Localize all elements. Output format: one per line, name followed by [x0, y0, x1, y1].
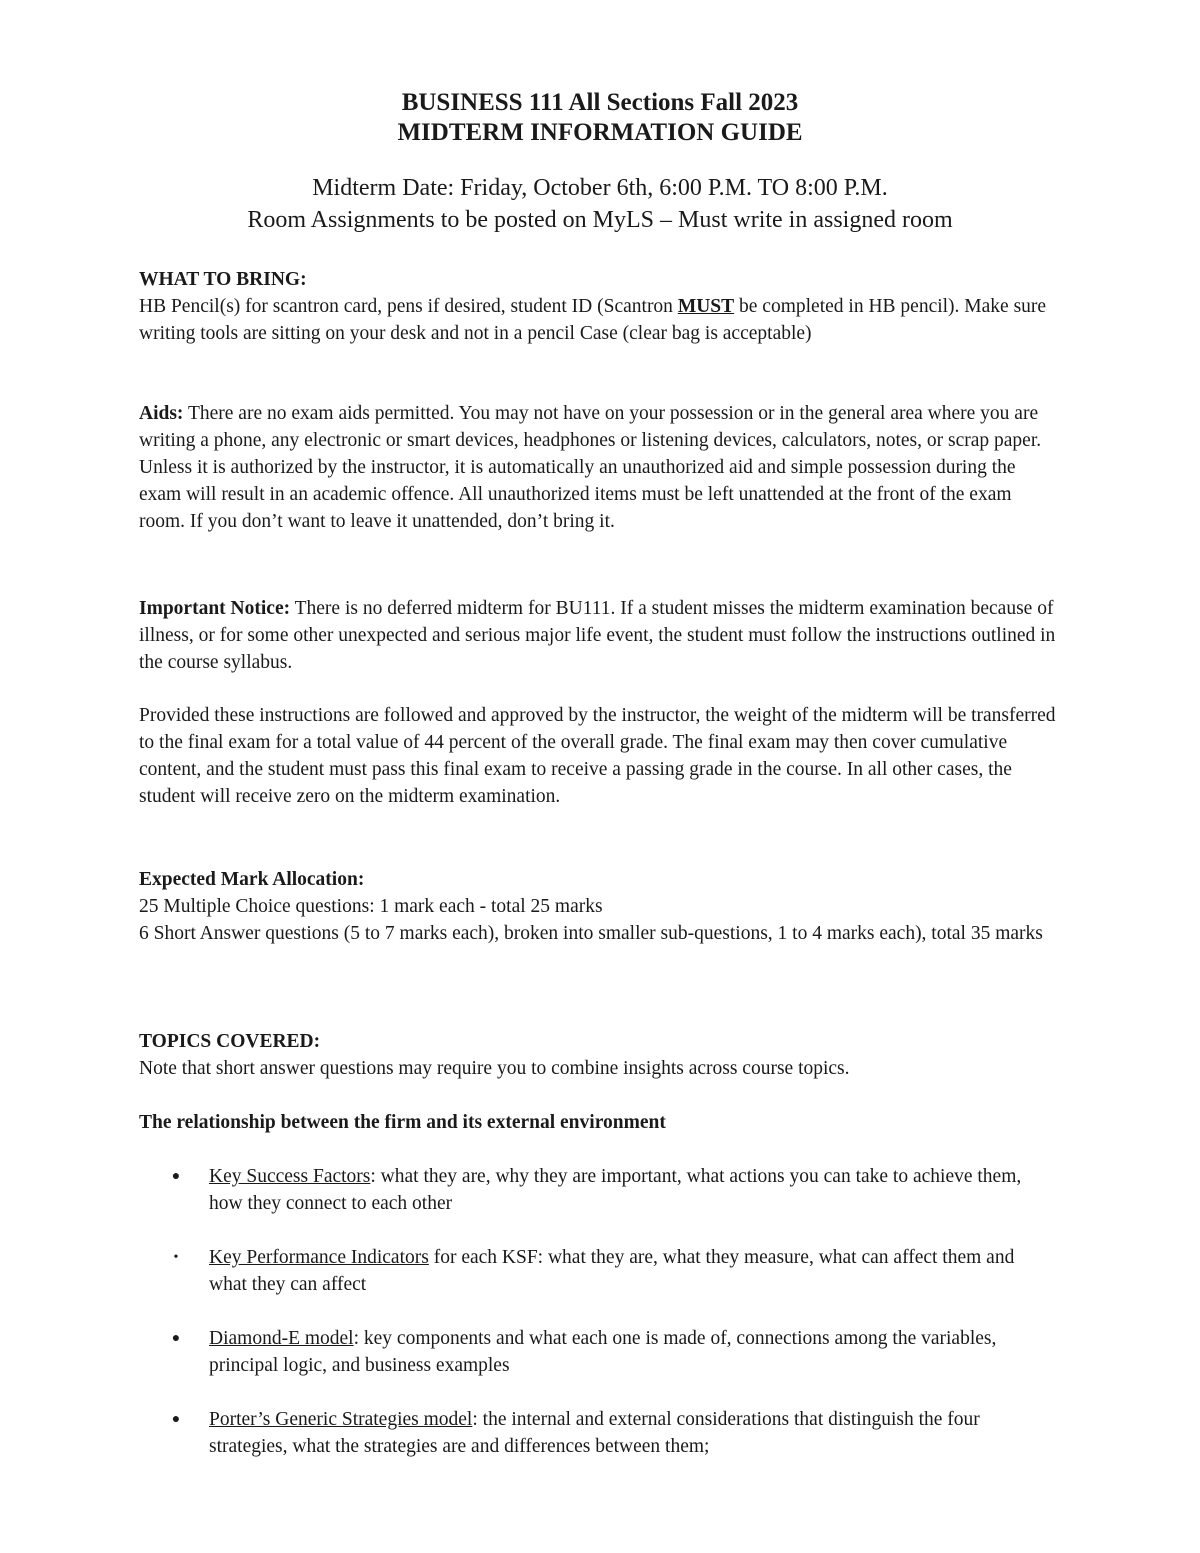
topics-subheading: The relationship between the firm and its external environment [139, 1112, 666, 1133]
topics-note: Note that short answer questions may require you to combine insights across course topics. [139, 1058, 850, 1079]
list-item-text [209, 1163, 1039, 1217]
short-answer-allocation: 6 Short Answer questions (5 to 7 marks each), broken into smaller sub-questions, 1 to 4 marks each), total 35 marks [139, 923, 1043, 944]
important-notice-section [139, 595, 1059, 676]
topics-subheading-block [139, 1109, 1059, 1136]
bullet-icon: ● [171, 1331, 181, 1346]
list-item-text [209, 1325, 1039, 1379]
midterm-date: Midterm Date: Friday, October 6th, 6:00 P.M. TO 8:00 P.M. [312, 175, 888, 201]
topics-covered-section [139, 1028, 1059, 1082]
list-item-text [209, 1406, 1039, 1460]
important-notice-label: Important Notice: [139, 598, 291, 619]
what-to-bring-text-start: HB Pencil(s) for scantron card, pens if desired, student ID (Scantron [139, 296, 678, 317]
important-notice-text: There is no deferred midterm for BU111. If a student misses the midterm examination because of illness, or for some other unexpected and serious major life event, the student must follow the instructions outlined in the course syllabus. [139, 598, 1056, 673]
bullet-icon: ● [171, 1412, 181, 1427]
important-notice-paragraph [139, 595, 1059, 676]
room-assignment-note: Room Assignments to be posted on MyLS – Must write in assigned room [247, 207, 953, 233]
topics-heading: TOPICS COVERED: [139, 1031, 321, 1052]
title-line-guide: MIDTERM INFORMATION GUIDE [397, 119, 803, 146]
topic-term: Diamond-E model [209, 1328, 354, 1349]
title-line-course: BUSINESS 111 All Sections Fall 2023 [401, 89, 799, 116]
list-item-text [209, 1244, 1039, 1298]
multiple-choice-allocation: 25 Multiple Choice questions: 1 mark each - total 25 marks [139, 896, 603, 917]
what-to-bring-heading: WHAT TO BRING: [139, 269, 307, 290]
topic-description: : the internal and external considerations that distinguish the four strategies, what the strategies are and differences between them; [209, 1409, 980, 1457]
what-to-bring-section [139, 266, 1059, 347]
document-title [0, 88, 1200, 148]
aids-label: Aids: [139, 403, 184, 424]
deferral-policy-section [139, 702, 1059, 810]
exam-details [0, 172, 1200, 236]
topic-description: : key components and what each one is made of, connections among the variables, principal logic, and business examples [209, 1328, 997, 1376]
deferral-policy-paragraph: Provided these instructions are followed and approved by the instructor, the weight of the midterm will be transferred to the final exam for a total value of 44 percent of the overall grade. The final exam may then cover cumulative content, and the student must pass this final exam to receive a passing grade in the course. In all other cases, the student will receive zero on the midterm examination. [139, 705, 1056, 807]
mark-allocation-section [139, 866, 1059, 947]
aids-paragraph [139, 400, 1059, 535]
must-emphasis: MUST [677, 296, 735, 317]
what-to-bring-text [139, 293, 1059, 347]
topic-term: Key Success Factors [209, 1166, 371, 1187]
bullet-icon: • [173, 1250, 179, 1265]
mark-allocation-heading: Expected Mark Allocation: [139, 869, 365, 890]
bullet-icon: ● [171, 1169, 181, 1184]
topic-term: Key Performance Indicators [209, 1247, 429, 1268]
aids-text: There are no exam aids permitted. You may not have on your possession or in the general area where you are writing a phone, any electronic or smart devices, headphones or listening devices, calculators, notes, or scrap paper. Unless it is authorized by the instructor, it is automatically an unauthorized aid and simple possession during the exam will result in an academic offence. All unauthorized items must be left unattended at the front of the exam room. If you don’t want to leave it unattended, don’t bring it. [139, 403, 1042, 532]
topic-term: Porter’s Generic Strategies model [209, 1409, 473, 1430]
topic-description: : what they are, why they are important, what actions you can take to achieve them, how they connect to each other [209, 1166, 1022, 1214]
what-to-bring-text-end: be completed in HB pencil). Make sure writing tools are sitting on your desk and not in a pencil Case (clear bag is acceptable) [139, 296, 1047, 344]
topic-description: for each KSF: what they are, what they measure, what can affect them and what they can affect [209, 1247, 1015, 1295]
aids-section [139, 400, 1059, 535]
